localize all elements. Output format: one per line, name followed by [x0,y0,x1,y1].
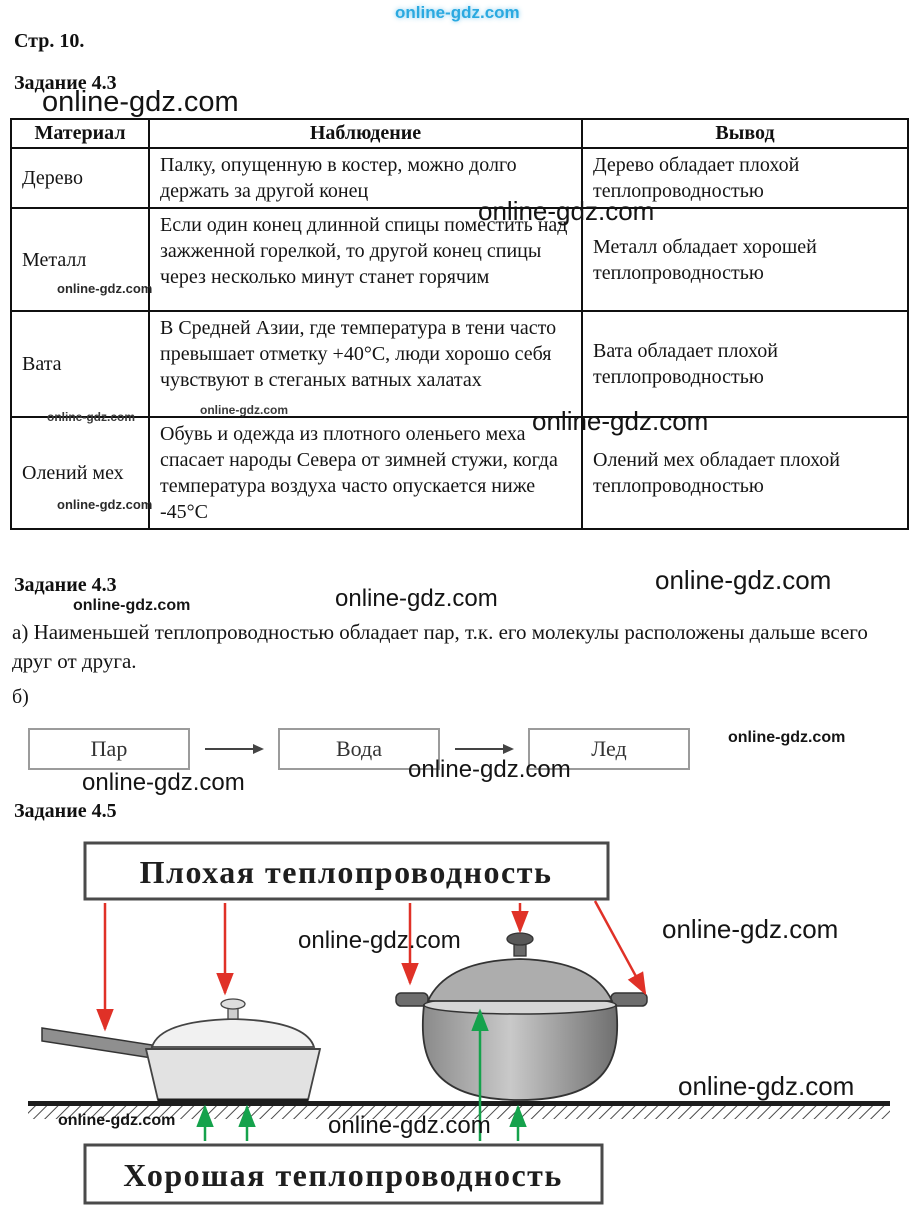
bad-conductivity-label-box [85,843,608,899]
flow-box-ice: Лед [528,728,690,770]
watermark: online-gdz.com [678,1071,855,1101]
watermark: online-gdz.com [728,729,846,746]
cell-observation: Если один конец длинной спицы поместить над зажженной горелкой, то другой конец спицы через несколько минут станет горячим [149,208,582,311]
cell-conclusion: Дерево обладает плохой теплопроводностью [582,148,908,208]
watermark: online-gdz.com [478,196,655,226]
watermark: online-gdz.com [47,410,135,424]
watermark: online-gdz.com [57,497,153,512]
watermark: online-gdz.com [335,585,498,612]
cell-conclusion: Вата обладает плохой теплопроводностью [582,311,908,417]
watermark: online-gdz.com [395,3,520,22]
cell-observation: В Средней Азии, где температура в тени часто превышает отметку +40°С, люди хорошо себя чувствуют в стеганых ватных халатах [149,311,582,417]
cell-material: Вата [11,311,149,417]
answer-part-b-label: б) [12,686,29,708]
page-number-label: Стр. 10. [14,30,85,52]
observations-table [10,118,909,530]
column-header-conclusion: Вывод [582,119,908,148]
table-header-row [11,119,908,148]
red-arrow-icon [595,901,645,993]
watermark: online-gdz.com [58,1112,176,1129]
cooking-pot [396,933,647,1100]
watermark: online-gdz.com [662,914,839,944]
watermark: online-gdz.com [408,756,571,783]
task-4-3-answer-title: Задание 4.3 [14,574,117,596]
watermark: online-gdz.com [532,406,709,436]
cell-observation: Палку, опущенную в костер, можно долго держать за другой конец [149,148,582,208]
watermark: online-gdz.com [298,927,461,954]
watermark: online-gdz.com [328,1112,491,1139]
task-4-3-table-title: Задание 4.3 [14,72,117,94]
arrow-right-icon [203,741,265,757]
table-row [11,148,908,208]
bad-conductivity-label: Плохая теплопроводность [139,854,553,890]
watermark: online-gdz.com [82,769,245,796]
heat-conductivity-illustration [0,835,919,1215]
table-row [11,311,908,417]
cell-material: Металл [11,208,149,311]
flow-box-water: Вода [278,728,440,770]
answer-part-a-text: а) Наименьшей теплопроводностью обладает пар, т.к. его молекулы расположены дальше всего друг от друга. [12,620,868,673]
arrow-right-icon [453,741,515,757]
flow-box-steam: Пар [28,728,190,770]
task-4-5-title: Задание 4.5 [14,800,117,822]
watermark: online-gdz.com [73,597,191,614]
cell-conclusion: Олений мех обладает плохой теплопроводностью [582,417,908,529]
watermark: online-gdz.com [655,565,832,595]
cell-material: Дерево [11,148,149,208]
good-conductivity-label-box [85,1145,602,1203]
column-header-observation: Наблюдение [149,119,582,148]
watermark: online-gdz.com [42,86,239,118]
frying-pan [42,999,320,1100]
good-conductivity-label: Хорошая теплопроводность [123,1157,563,1193]
cell-material: Олений мех [11,417,149,529]
watermark: online-gdz.com [57,281,153,296]
cell-observation: Обувь и одежда из плотного оленьего меха спасает народы Севера от зимней стужи, когда температура воздуха часто опускается ниже -45°С [149,417,582,529]
table-row [11,417,908,529]
watermark: online-gdz.com [200,403,288,417]
cell-conclusion: Металл обладает хорошей теплопроводностью [582,208,908,311]
column-header-material: Материал [11,119,149,148]
